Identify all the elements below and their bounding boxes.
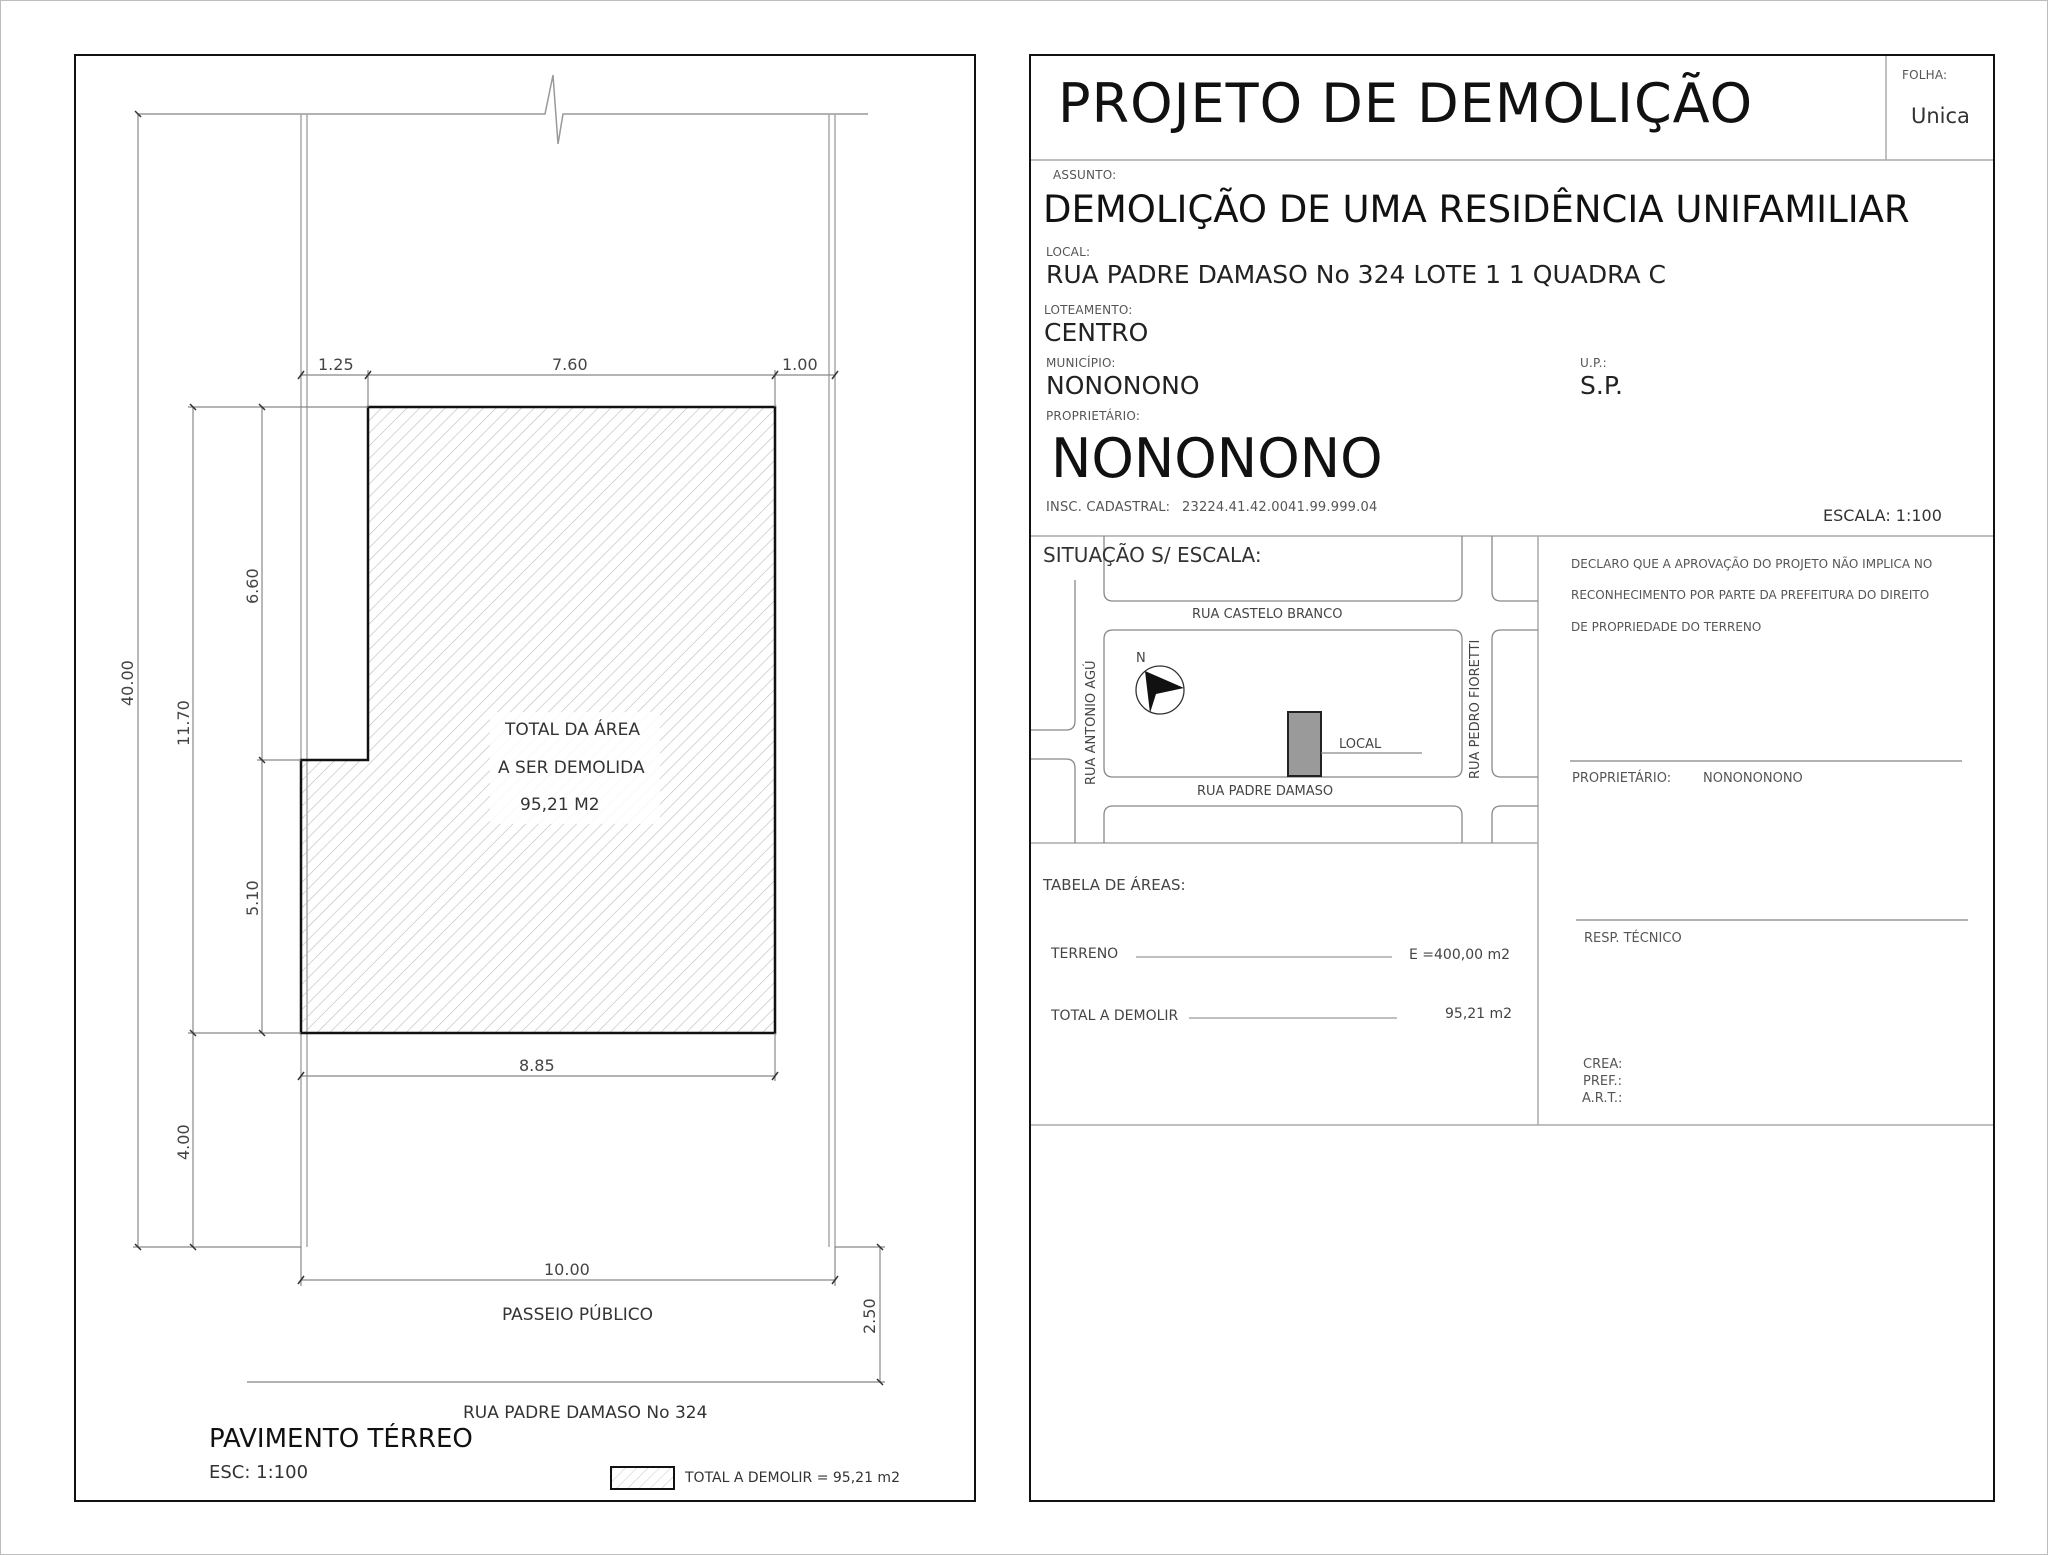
area-table-row-label: TOTAL A DEMOLIR (1051, 1008, 1179, 1024)
municipality-value: NONONONO (1046, 371, 1200, 400)
dim-lot-width: 10.00 (544, 1260, 590, 1279)
plan-title: PAVIMENTO TÉRREO (209, 1424, 473, 1454)
street-west: RUA ANTONIO AGÚ (1084, 660, 1099, 785)
declaration-line3: DE PROPRIEDADE DO TERRENO (1571, 620, 1762, 634)
state-value: S.P. (1580, 371, 1623, 400)
dim-lower-segment: 5.10 (243, 880, 262, 916)
north-label: N (1136, 651, 1146, 666)
sidewalk-label: PASSEIO PÚBLICO (502, 1305, 654, 1325)
dim-left-setback: 1.25 (318, 355, 354, 374)
area-label-line2: A SER DEMOLIDA (498, 758, 645, 778)
crea-label: CREA: (1583, 1057, 1623, 1072)
sheet-label: FOLHA: (1902, 68, 1948, 82)
tech-responsible-label: RESP. TÉCNICO (1584, 931, 1682, 946)
subdivision-value: CENTRO (1044, 318, 1149, 347)
cadastral-label: INSC. CADASTRAL: (1046, 500, 1171, 515)
owner-value: NONONONO (1051, 427, 1383, 490)
project-title: PROJETO DE DEMOLIÇÃO (1058, 72, 1754, 135)
pref-label: PREF.: (1583, 1074, 1622, 1089)
area-table-row-value: E =400,00 m2 (1409, 947, 1511, 963)
area-label-line3: 95,21 M2 (520, 795, 600, 815)
title-block-scale: ESCALA: 1:100 (1823, 506, 1942, 525)
dim-building-width-top: 7.60 (552, 355, 588, 374)
street-label: RUA PADRE DAMASO No 324 (463, 1403, 708, 1423)
declaration-line1: DECLARO QUE A APROVAÇÃO DO PROJETO NÃO IMPLICA NO (1571, 557, 1933, 571)
subdivision-label: LOTEAMENTO: (1044, 303, 1133, 317)
art-label: A.R.T.: (1582, 1091, 1623, 1106)
location-value: RUA PADRE DAMASO No 324 LOTE 1 1 QUADRA C (1046, 260, 1666, 289)
location-label: LOCAL: (1046, 245, 1091, 259)
owner-label: PROPRIETÁRIO: (1046, 409, 1141, 423)
cadastral-value: 23224.41.42.0041.99.999.04 (1182, 500, 1378, 515)
subject-label: ASSUNTO: (1053, 168, 1117, 182)
legend-swatch (611, 1467, 674, 1489)
site-label: LOCAL (1339, 737, 1382, 752)
street-south: RUA PADRE DAMASO (1197, 784, 1334, 799)
lot-top-boundary (138, 75, 868, 144)
dim-building-depth: 11.70 (174, 700, 193, 746)
declaration-owner-value: NONONONONO (1703, 771, 1803, 786)
legend-label: TOTAL A DEMOLIR = 95,21 m2 (685, 1470, 900, 1486)
declaration-owner-label: PROPRIETÁRIO: (1572, 771, 1672, 786)
area-table-title: TABELA DE ÁREAS: (1043, 876, 1186, 894)
plan-scale: ESC: 1:100 (209, 1462, 309, 1483)
sheet-value: Unica (1911, 104, 1970, 128)
declaration-line2: RECONHECIMENTO POR PARTE DA PREFEITURA DO DIREITO (1571, 588, 1930, 602)
dim-sidewalk-depth: 2.50 (860, 1298, 879, 1334)
area-table-row-label: TERRENO (1051, 946, 1119, 962)
street-north: RUA CASTELO BRANCO (1192, 607, 1343, 622)
dim-upper-segment: 6.60 (243, 568, 262, 604)
area-label-line1: TOTAL DA ÁREA (505, 720, 640, 740)
state-label: U.P.: (1580, 356, 1607, 370)
dim-front-setback: 4.00 (174, 1124, 193, 1160)
dim-right-setback: 1.00 (782, 355, 818, 374)
dim-building-width-bottom: 8.85 (519, 1056, 555, 1075)
dim-lot-depth: 40.00 (118, 660, 137, 706)
subject-value: DEMOLIÇÃO DE UMA RESIDÊNCIA UNIFAMILIAR (1043, 188, 1910, 231)
municipality-label: MUNICÍPIO: (1046, 356, 1116, 370)
area-table-row-value: 95,21 m2 (1445, 1006, 1513, 1022)
street-east: RUA PEDRO FIORETTI (1468, 639, 1483, 779)
situation-map-title: SITUAÇÃO S/ ESCALA: (1043, 543, 1262, 567)
